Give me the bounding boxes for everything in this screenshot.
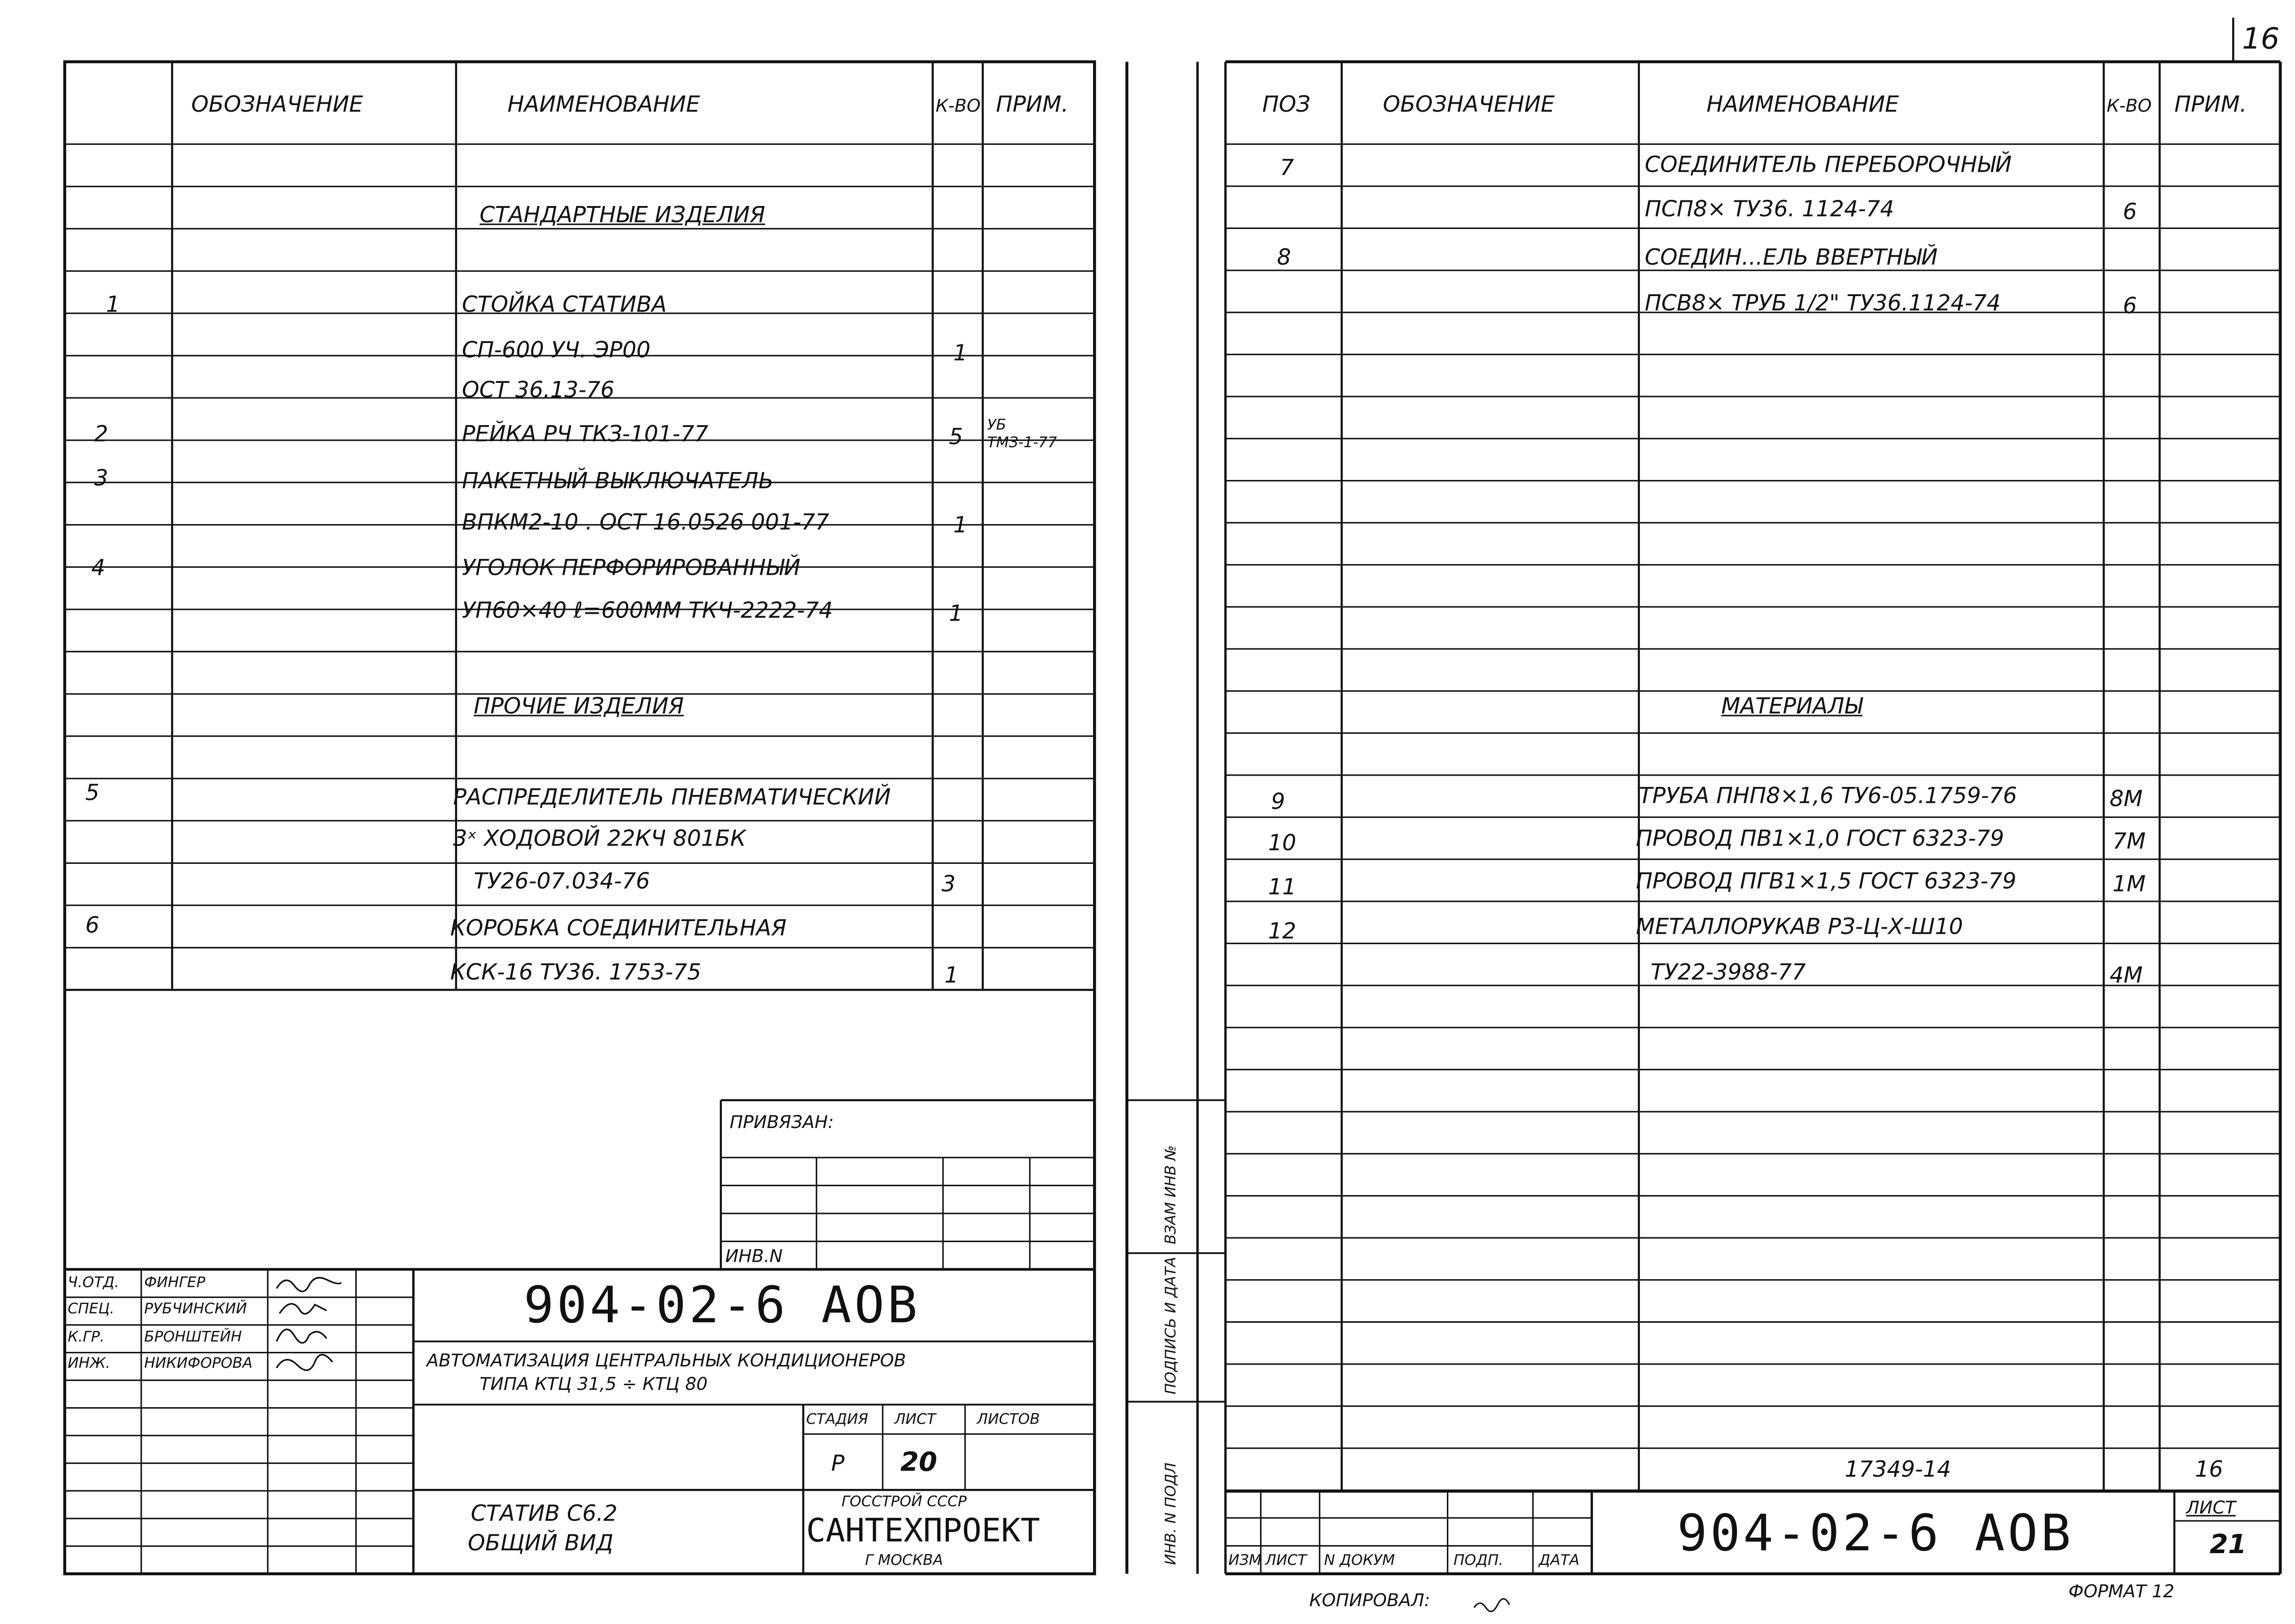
row-qty: 1 (953, 340, 968, 366)
copied-label: КОПИРОВАЛ: (1309, 1590, 1431, 1611)
row-name: СОЕДИНИТЕЛЬ ПЕРЕБОРОЧНЫЙ (1645, 151, 2012, 178)
row-name: ПРОВОД ПВ1×1,0 ГОСТ 6323-79 (1636, 825, 2004, 852)
header-note: ПРИМ. (2174, 91, 2247, 118)
row-pos: 9 (1271, 788, 1285, 815)
row-name: СП-600 УЧ. ЭР00 (462, 336, 650, 364)
header-designation: ОБОЗНАЧЕНИЕ (1383, 91, 1555, 118)
header-qty: К-ВО (2106, 95, 2152, 116)
row-qty: 5 (949, 423, 963, 450)
row-pos: 11 (1268, 873, 1296, 900)
row-qty: 4М (2110, 962, 2143, 989)
header-designation: ОБОЗНАЧЕНИЕ (191, 91, 363, 118)
project-code: 904-02-6 АОВ (523, 1276, 921, 1336)
stamp-col-izm: ИЗМ (1228, 1553, 1262, 1570)
page-number: 16 (2242, 20, 2280, 56)
role-label: СПЕЦ. (68, 1302, 115, 1318)
inv-label: ИНВ.N (725, 1246, 783, 1266)
row-name: СТОЙКА СТАТИВА (462, 291, 667, 318)
project-title-line1: АВТОМАТИЗАЦИЯ ЦЕНТРАЛЬНЫХ КОНДИЦИОНЕРОВ (427, 1350, 906, 1371)
row-pos: 7 (1280, 154, 1294, 181)
stage-value: Р (831, 1450, 845, 1477)
section-title-standard: СТАНДАРТНЫЕ ИЗДЕЛИЯ (479, 201, 765, 228)
row-pos: 1 (106, 291, 120, 318)
row-name: УП60×40 ℓ=600ММ ТКЧ-2222-74 (462, 597, 833, 624)
signature-finger (276, 1278, 341, 1291)
section-title-materials: МАТЕРИАЛЫ (1721, 693, 1863, 719)
org-name: САНТЕХПРОЕКТ (806, 1513, 1040, 1550)
row-qty: 1 (944, 962, 959, 989)
doc-number: 17349-14 (1844, 1456, 1951, 1483)
org-city: Г МОСКВА (865, 1553, 943, 1570)
row-pos: 3 (94, 465, 108, 491)
sheet-value: 20 (900, 1447, 937, 1479)
row-pos: 6 (85, 912, 99, 938)
section-title-other: ПРОЧИЕ ИЗДЕЛИЯ (474, 693, 684, 719)
format-label: ФОРМАТ 12 (2068, 1581, 2174, 1602)
stamp-sheet-value: 21 (2210, 1529, 2247, 1561)
project-title-line2: ТИПА КТЦ 31,5 ÷ КТЦ 80 (479, 1373, 708, 1395)
stamp-col-podp: ПОДП. (1453, 1553, 1504, 1570)
stamp-col-list: ЛИСТ (1265, 1553, 1307, 1570)
sheets-label: ЛИСТОВ (977, 1412, 1040, 1428)
row-qty: 1 (949, 600, 963, 627)
row-name: УГОЛОК ПЕРФОРИРОВАННЫЙ (462, 554, 801, 581)
header-name: НАИМЕНОВАНИЕ (507, 91, 700, 118)
person-name: БРОНШТЕЙН (144, 1329, 242, 1346)
role-label: ИНЖ. (68, 1356, 110, 1372)
role-label: К.ГР. (68, 1329, 105, 1346)
signature-nikiforova (276, 1355, 332, 1370)
header-name: НАИМЕНОВАНИЕ (1706, 91, 1899, 118)
row-name: ТУ22-3988-77 (1651, 959, 1806, 986)
sheet-label: ЛИСТ (894, 1412, 936, 1428)
row-pos: 8 (1277, 244, 1291, 271)
header-pos: ПОЗ (1262, 91, 1310, 118)
stamp-col-data: ДАТА (1538, 1553, 1580, 1570)
row-pos: 2 (94, 420, 108, 447)
row-qty: 8М (2110, 785, 2143, 812)
drawing-title-line2: ОБЩИЙ ВИД (467, 1529, 613, 1556)
row-name: СОЕДИН...ЕЛЬ ВВЕРТНЫЙ (1645, 244, 1938, 271)
row-qty: 1 (953, 511, 968, 539)
header-note: ПРИМ. (996, 91, 1069, 118)
signature-bronshtein (276, 1329, 327, 1343)
row-name: МЕТАЛЛОРУКАВ РЗ-Ц-Х-Ш10 (1636, 913, 1963, 940)
signature-rubchinsky (280, 1304, 327, 1314)
label-inv-podl: ИНВ. N ПОДЛ (1163, 1463, 1180, 1565)
stamp-sheet-label: ЛИСТ (2186, 1497, 2236, 1518)
row-name: ПРОВОД ПГВ1×1,5 ГОСТ 6323-79 (1636, 868, 2017, 894)
header-qty: К-ВО (935, 95, 981, 116)
label-inv-vzam: ВЗАМ ИНВ № (1163, 1145, 1180, 1244)
binding-label: ПРИВЯЗАН: (729, 1112, 834, 1133)
row-name: ПСВ8× ТРУБ 1/2" ТУ36.1124-74 (1645, 290, 2001, 316)
row-name: ПАКЕТНЫЙ ВЫКЛЮЧАТЕЛЬ (462, 467, 774, 495)
row-name: ВПКМ2-10 . ОСТ 16.0526 001-77 (462, 509, 829, 535)
row-name: ОСТ 36.13-76 (462, 376, 615, 403)
label-sign-date: ПОДПИСЬ И ДАТА (1163, 1257, 1180, 1395)
row-pos: 10 (1268, 829, 1296, 856)
signature-copied (1474, 1599, 1509, 1611)
person-name: ФИНГЕР (144, 1275, 206, 1292)
role-label: Ч.ОТД. (68, 1275, 119, 1292)
row-note: УБ ТМЗ-1-77 (987, 418, 1057, 452)
org-line1: ГОССТРОЙ СССР (841, 1494, 967, 1511)
row-name: ТУ26-07.034-76 (474, 868, 650, 894)
row-pos: 5 (85, 779, 99, 806)
row-qty: 6 (2123, 292, 2137, 320)
row-name: ТРУБА ПНП8×1,6 ТУ6-05.1759-76 (1638, 782, 2017, 809)
row-qty: 3 (941, 870, 956, 898)
stage-label: СТАДИЯ (806, 1412, 869, 1428)
row-name: РЕЙКА РЧ ТКЗ-101-77 (462, 420, 709, 447)
row-qty: 1М (2112, 870, 2146, 898)
stamp-project-code: 904-02-6 АОВ (1677, 1504, 2074, 1564)
row-name: КОРОБКА СОЕДИНИТЕЛЬНАЯ (450, 915, 787, 942)
row-name: КСК-16 ТУ36. 1753-75 (450, 959, 702, 986)
row-name: 3ˣ ХОДОВОЙ 22КЧ 801БК (453, 825, 746, 852)
stamp-sheet-no: 16 (2195, 1456, 2223, 1483)
row-name: ПСП8× ТУ36. 1124-74 (1645, 195, 1894, 222)
stamp-col-ndokum: N ДОКУМ (1324, 1553, 1395, 1570)
row-pos: 12 (1268, 917, 1296, 945)
row-pos: 4 (91, 554, 106, 581)
person-name: РУБЧИНСКИЙ (144, 1302, 247, 1318)
row-qty: 6 (2123, 198, 2137, 225)
row-name: РАСПРЕДЕЛИТЕЛЬ ПНЕВМАТИЧЕСКИЙ (453, 784, 891, 811)
row-qty: 7М (2112, 828, 2146, 855)
drawing-title-line1: СТАТИВ С6.2 (471, 1500, 618, 1527)
person-name: НИКИФОРОВА (144, 1356, 253, 1372)
